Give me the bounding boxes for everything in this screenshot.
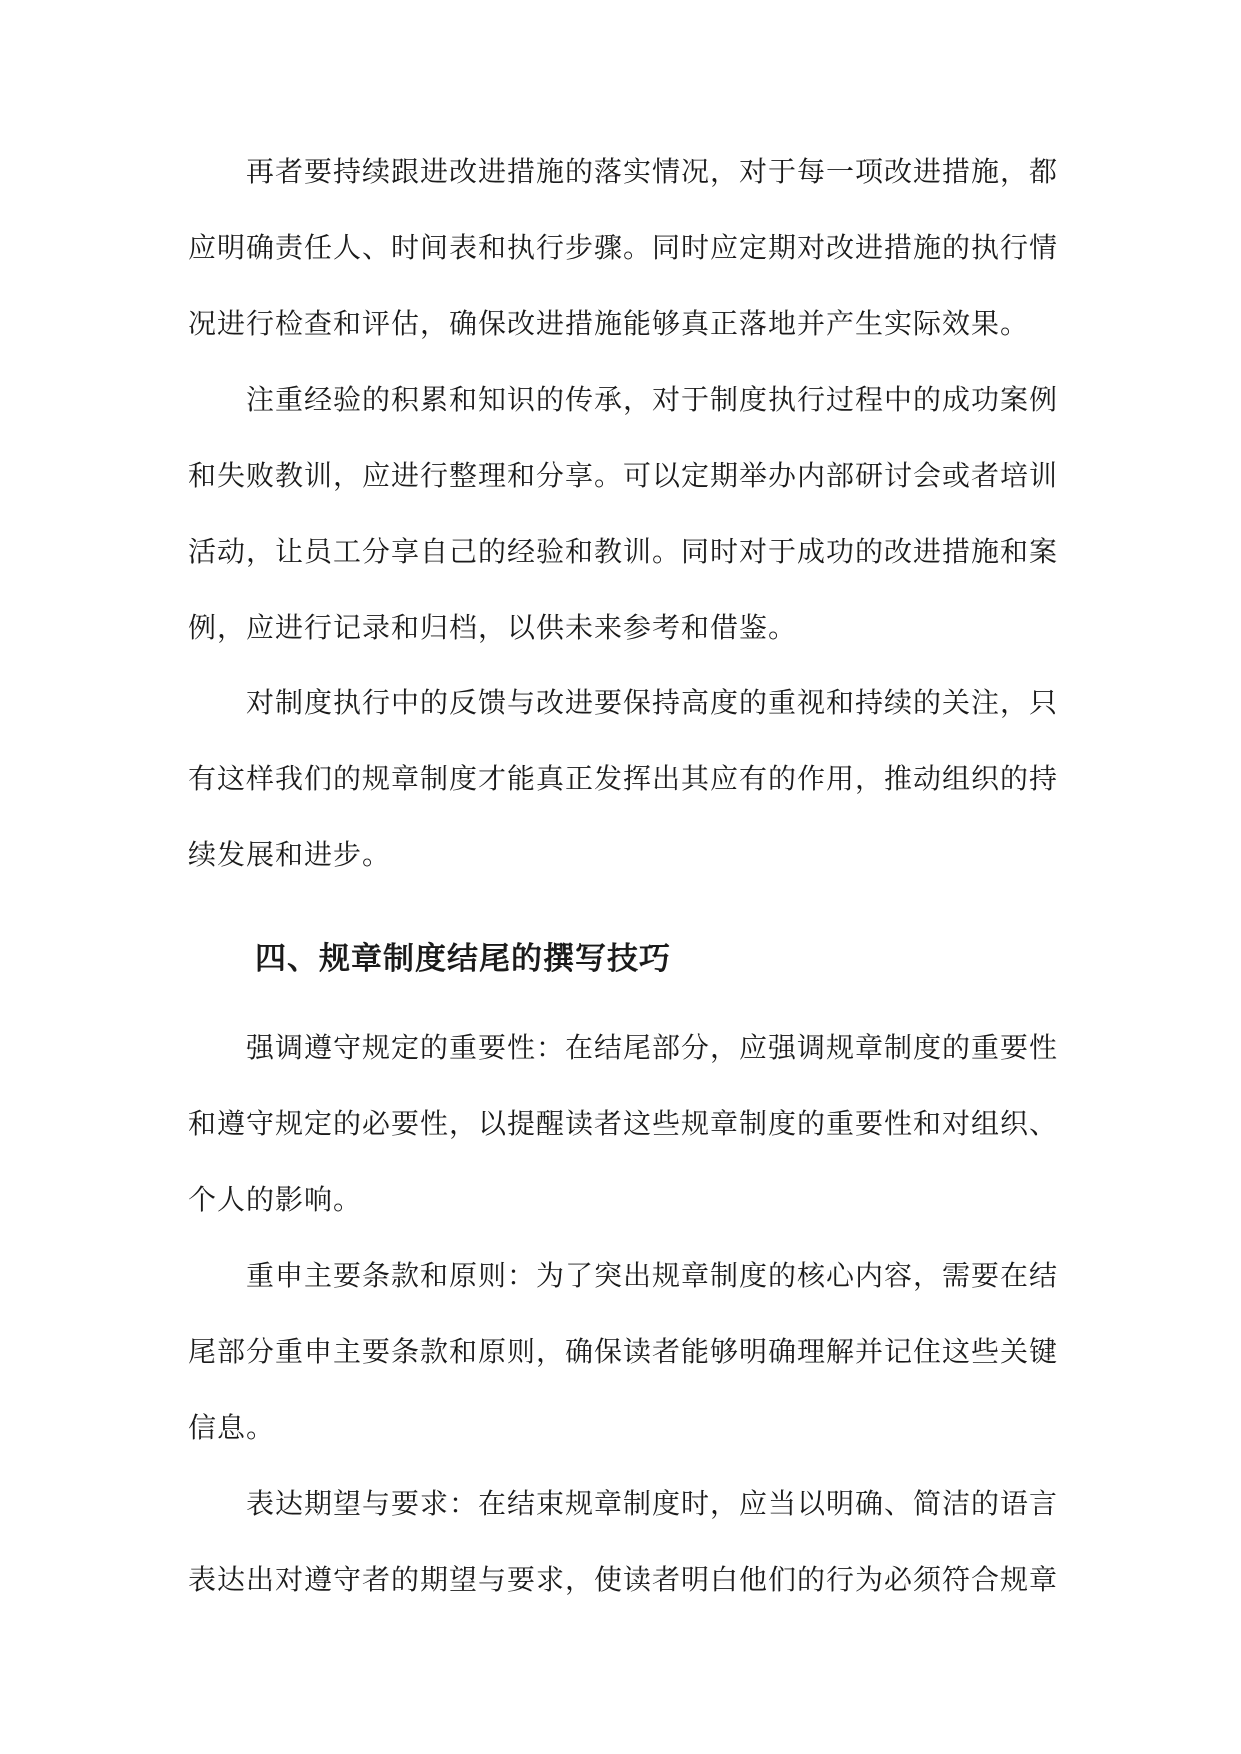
paragraph-feedback-attention: 对制度执行中的反馈与改进要保持高度的重视和持续的关注，只有这样我们的规章制度才能真正发挥出其应有的作用，推动组织的持续发展和进步。 — [188, 686, 1059, 871]
paragraph-restate-principles: 重申主要条款和原则：为了突出规章制度的核心内容，需要在结尾部分重申主要条款和原则，确保读者能够明确理解并记住这些关键信息。 — [188, 1259, 1059, 1444]
paragraph-express-expectations: 表达期望与要求：在结束规章制度时，应当以明确、简洁的语言表达出对遵守者的期望与要求，使读者明白他们的行为必须符合规章 — [188, 1487, 1059, 1596]
paragraph-emphasize-compliance: 强调遵守规定的重要性：在结尾部分，应强调规章制度的重要性和遵守规定的必要性，以提醒读者这些规章制度的重要性和对组织、个人的影响。 — [188, 1031, 1059, 1216]
paragraph-follow-up-measures: 再者要持续跟进改进措施的落实情况，对于每一项改进措施，都应明确责任人、时间表和执行步骤。同时应定期对改进措施的执行情况进行检查和评估，确保改进措施能够真正落地并产生实际效果。 — [188, 155, 1059, 340]
section-heading: 四、规章制度结尾的撰写技巧 — [255, 941, 671, 977]
paragraph-experience-sharing: 注重经验的积累和知识的传承，对于制度执行过程中的成功案例和失败教训，应进行整理和分享。可以定期举办内部研讨会或者培训活动，让员工分享自己的经验和教训。同时对于成功的改进措施和案例，应进行记录和归档，以供未来参考和借鉴。 — [188, 383, 1059, 644]
